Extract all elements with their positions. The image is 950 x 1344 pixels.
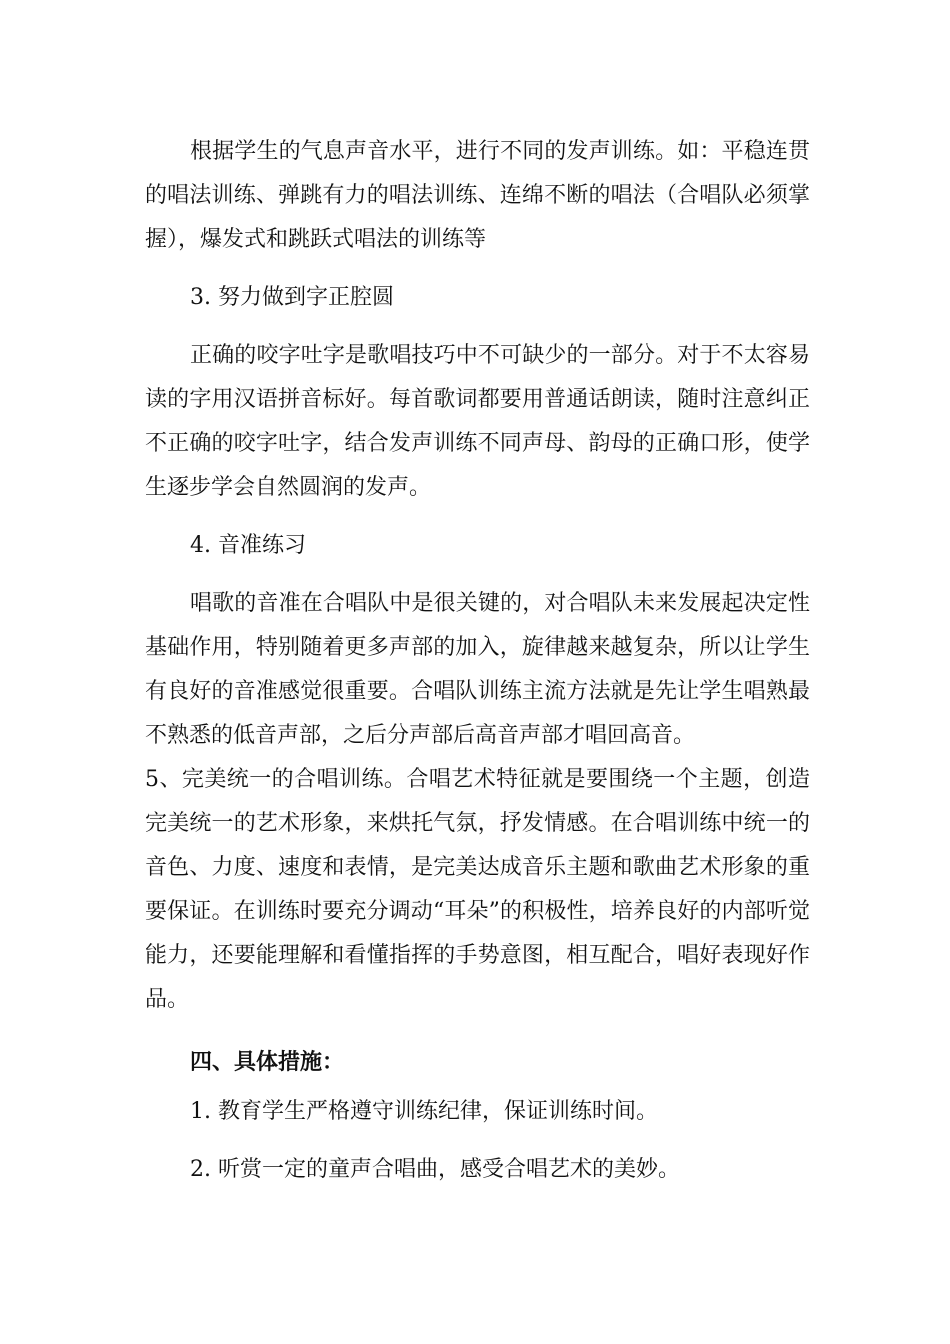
paragraph-pitch-practice: 唱歌的音准在合唱队中是很关键的，对合唱队未来发展起决定性基础作用，特别随着更多声部的加入，旋律越来越复杂，所以让学生有良好的音准感觉很重要。合唱队训练主流方法就是先让学生唱熟最不熟悉的低音声部，之后分声部后高音声部才唱回高音。 [145, 591, 810, 748]
paragraph-pronunciation: 正确的咬字吐字是歌唱技巧中不可缺少的一部分。对于不太容易读的字用汉语拼音标好。每首歌词都要用普通话朗读，随时注意纠正不正确的咬字吐字，结合发声训练不同声母、韵母的正确口形，使学生逐步学会自然圆润的发声。 [145, 343, 810, 500]
heading-pitch-practice: 4. 音准练习 [190, 533, 306, 558]
document-body [145, 130, 810, 1206]
paragraph-vocal-training: 根据学生的气息声音水平，进行不同的发声训练。如：平稳连贯的唱法训练、弹跳有力的唱法训练、连绵不断的唱法（合唱队必须掌握），爆发式和跳跃式唱法的训练等 [145, 139, 810, 252]
list-item-listening: 2. 听赏一定的童声合唱曲，感受合唱艺术的美妙。 [190, 1157, 680, 1182]
list-item-discipline: 1. 教育学生严格遵守训练纪律，保证训练时间。 [190, 1099, 658, 1124]
heading-pronunciation: 3. 努力做到字正腔圆 [190, 285, 394, 310]
section-heading-measures: 四、具体措施： [190, 1049, 345, 1075]
paragraph-unified-chorus: 5、完美统一的合唱训练。合唱艺术特征就是要围绕一个主题，创造完美统一的艺术形象，来烘托气氛，抒发情感。在合唱训练中统一的音色、力度、速度和表情，是完美达成音乐主题和歌曲艺术形象的重要保证。在训练时要充分调动“耳朵”的积极性，培养良好的内部听觉能力，还要能理解和看懂指挥的手势意图，相互配合，唱好表现好作品。 [145, 767, 810, 1012]
